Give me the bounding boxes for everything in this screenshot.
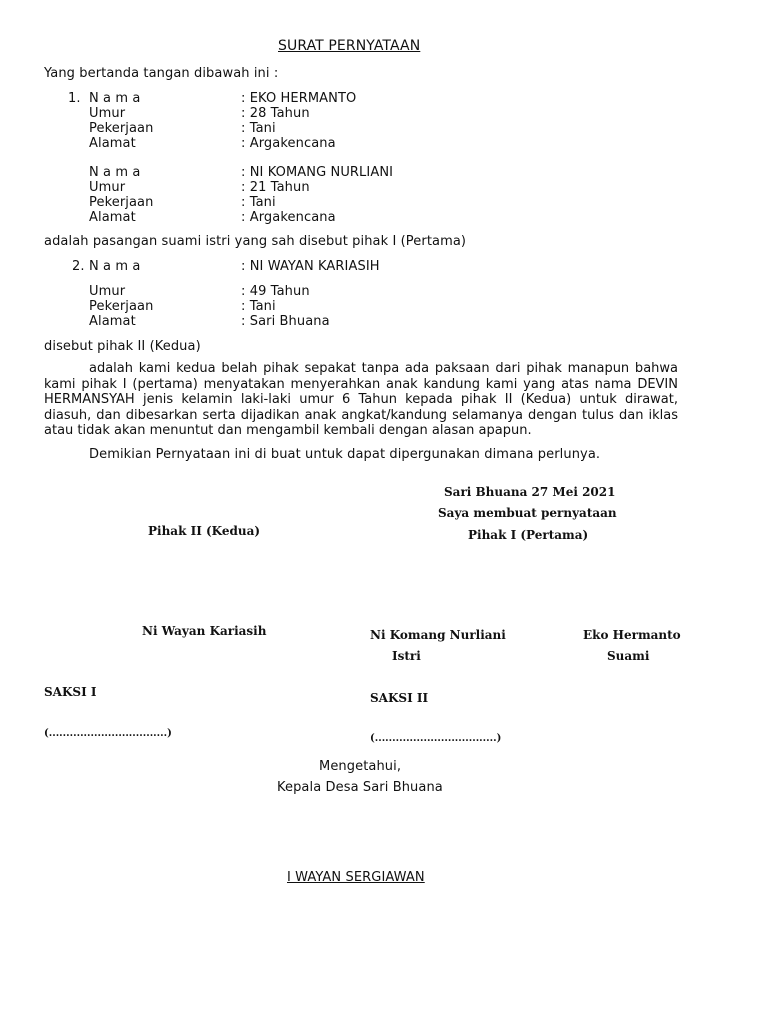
label-alamat: Alamat: [89, 210, 136, 225]
label-umur: Umur: [89, 284, 126, 299]
party2-number: 2.: [72, 259, 85, 274]
kepala-desa-title: Kepala Desa Sari Bhuana: [277, 780, 443, 795]
label-nama: N a m a: [89, 165, 141, 180]
saksi-1-label: SAKSI I: [44, 685, 97, 699]
value-nama: : NI KOMANG NURLIANI: [241, 165, 394, 180]
signer-istri-name: Ni Komang Nurliani: [370, 628, 506, 642]
label-pekerjaan: Pekerjaan: [89, 299, 154, 314]
value-nama: : EKO HERMANTO: [241, 91, 357, 106]
party1-description: adalah pasangan suami istri yang sah disebut pihak I (Pertama): [44, 234, 467, 249]
label-alamat: Alamat: [89, 136, 136, 151]
value-alamat: : Argakencana: [241, 210, 336, 225]
value-alamat: : Sari Bhuana: [241, 314, 330, 329]
saksi-2-label: SAKSI II: [370, 691, 429, 705]
value-nama: : NI WAYAN KARIASIH: [241, 259, 380, 274]
kepala-desa-name: I WAYAN SERGIAWAN: [287, 870, 425, 885]
label-umur: Umur: [89, 180, 126, 195]
signer-istri-role: Istri: [392, 649, 421, 663]
value-pekerjaan: : Tani: [241, 121, 276, 136]
label-nama: N a m a: [89, 91, 141, 106]
label-alamat: Alamat: [89, 314, 136, 329]
signer-pihak-2-name: Ni Wayan Kariasih: [142, 624, 267, 638]
label-pekerjaan: Pekerjaan: [89, 195, 154, 210]
value-umur: : 21 Tahun: [241, 180, 310, 195]
pihak-2-label: Pihak II (Kedua): [148, 524, 261, 538]
value-pekerjaan: : Tani: [241, 299, 276, 314]
label-nama: N a m a: [89, 259, 141, 274]
value-umur: : 49 Tahun: [241, 284, 310, 299]
document-title: SURAT PERNYATAAN: [278, 38, 421, 54]
place-date: Sari Bhuana 27 Mei 2021: [444, 485, 616, 499]
signer-suami-name: Eko Hermanto: [583, 628, 681, 642]
intro-text: Yang bertanda tangan dibawah ini :: [44, 66, 279, 81]
value-pekerjaan: : Tani: [241, 195, 276, 210]
value-alamat: : Argakencana: [241, 136, 336, 151]
value-umur: : 28 Tahun: [241, 106, 310, 121]
saksi-1-blank: (..................................): [44, 728, 172, 739]
declarant-line: Saya membuat pernyataan: [438, 506, 617, 520]
closing-statement: Demikian Pernyataan ini di buat untuk dapat dipergunakan dimana perlunya.: [89, 447, 601, 462]
party2-description: disebut pihak II (Kedua): [44, 339, 201, 354]
label-pekerjaan: Pekerjaan: [89, 121, 154, 136]
acknowledge-text: Mengetahui,: [319, 759, 402, 774]
label-umur: Umur: [89, 106, 126, 121]
pihak-1-label: Pihak I (Pertama): [468, 528, 589, 542]
party1-number: 1.: [68, 91, 81, 106]
saksi-2-blank: (...................................): [370, 733, 502, 744]
body-paragraph: adalah kami kedua belah pihak sepakat tanpa ada paksaan dari pihak manapun bahwa kami pihak I (pertama) menyatakan menyerahkan anak kandung kami yang atas nama DEVIN HERMANSYAH jenis kelamin laki-laki umur 6 Tahun kepada pihak II (Kedua) untuk dirawat, diasuh, dan dibesarkan serta dijadikan anak angkat/kandung selamanya dengan tulus dan iklas atau tidak akan menuntut dan mengambil kembali dengan alasan apapun.: [44, 361, 678, 438]
signer-suami-role: Suami: [607, 649, 650, 663]
